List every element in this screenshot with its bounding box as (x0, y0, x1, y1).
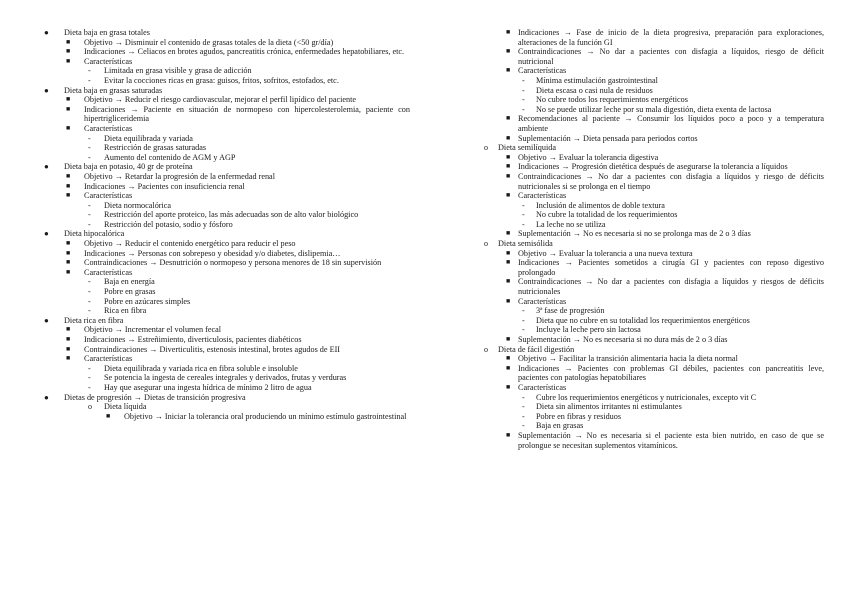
item-text: Contraindicaciones → No dar a pacientes con disfagia a líquidos y riesgo de déficits nutricionales si se prolonga en el tiempo (518, 171, 824, 191)
bullet-dot-icon: ● (44, 85, 49, 95)
dash-icon: - (88, 296, 91, 306)
item-text: Indicaciones → Paciente en situación de normopeso con hipercolesterolemia, paciente con hipertrigliceridemia (84, 104, 410, 124)
item-text: Pobre en grasas (104, 287, 156, 297)
list-item (484, 76, 824, 86)
item-text: Dieta escasa o casi nula de residuos (536, 85, 653, 95)
dash-icon: - (522, 200, 525, 210)
list-item (42, 153, 410, 163)
dash-icon: - (88, 306, 91, 316)
bullet-square-icon: ■ (506, 296, 511, 305)
dash-icon: - (88, 363, 91, 373)
item-text: Objetivo → Facilitar la transición alimentaria hacia la dieta normal (518, 354, 738, 364)
dash-icon: - (88, 75, 91, 85)
dash-icon: - (522, 104, 525, 114)
list-item (42, 229, 410, 239)
list-item (42, 28, 410, 38)
item-text: La leche no se utiliza (536, 219, 606, 229)
item-text: Rica en fibra (104, 306, 147, 316)
bullet-square-icon: ■ (506, 363, 511, 372)
section-title: Dieta rica en fibra (64, 315, 124, 325)
bullet-dot-icon: ● (44, 392, 49, 402)
dash-icon: - (522, 325, 525, 335)
list-item (42, 393, 410, 403)
list-item (484, 191, 824, 201)
bullet-square-icon: ■ (506, 382, 511, 391)
list-item (42, 47, 410, 57)
item-text: Suplementación → No es necesaria si no dura más de 2 o 3 días (518, 335, 728, 344)
item-text: Limitada en grasa visible y grasa de adicción (104, 66, 252, 76)
list-item (42, 412, 410, 422)
item-text: Restricción del potasio, sodio y fósforo (104, 219, 233, 229)
left-column (42, 28, 410, 421)
list-item (484, 210, 824, 220)
item-text: Indicaciones → Pacientes con insuficiencia renal (84, 181, 245, 191)
item-text: Aumento del contenido de AGM y AGP (104, 152, 236, 162)
dash-icon: - (522, 210, 525, 220)
list-item (484, 114, 824, 133)
list-item (42, 76, 410, 86)
bullet-square-icon: ■ (66, 267, 71, 276)
item-text: Objetivo → Incrementar el volumen fecal (84, 325, 222, 335)
bullet-circle-icon: o (484, 344, 488, 354)
bullet-square-icon: ■ (66, 56, 71, 65)
bullet-square-icon: ■ (506, 171, 511, 180)
item-text: No se puede utilizar leche por su mala digestión, dieta exenta de lactosa (536, 104, 772, 114)
item-text: Contraindicaciones → No dar a pacientes con disfagia a líquidos y riesgos de déficits nutricionales (518, 277, 824, 297)
item-text: Indicaciones → Progresión dietética después de asegurarse la tolerancia a líquidos (518, 162, 788, 172)
item-text: Indicaciones → Celiacos en brotes agudos, pancreatitis crónica, enfermedades hepatobiliares, etc. (84, 47, 405, 57)
list-item (484, 86, 824, 96)
list-item (484, 335, 824, 345)
dash-icon: - (88, 210, 91, 220)
section-title: Dietas de progresión → Dietas de transición progresiva (64, 392, 246, 402)
list-item (42, 402, 410, 412)
bullet-dot-icon: ● (44, 28, 49, 37)
list-item (42, 325, 410, 335)
section-subtitle: Dieta de fácil digestión (498, 344, 575, 354)
bullet-square-icon: ■ (66, 104, 71, 113)
list-item (484, 393, 824, 403)
item-text: Objetivo → Retardar la progresión de la enfermedad renal (84, 171, 275, 181)
item-text: Indicaciones → Pacientes con problemas GI débiles, pacientes con pancreatitis leve, pacientes con patologías hepatobiliares (518, 363, 824, 383)
list-item (42, 66, 410, 76)
item-text: Objetivo → Disminuir el contenido de grasas totales de la dieta (<50 gr/día) (84, 37, 334, 47)
bullet-dot-icon: ● (44, 162, 49, 172)
item-text: Suplementación → Dieta pensada para periodos cortos (518, 133, 698, 143)
bullet-dot-icon: ● (44, 229, 49, 239)
bullet-square-icon: ■ (506, 335, 511, 343)
bullet-square-icon: ■ (66, 191, 71, 200)
item-text: Suplementación → No es necesaria si no se prolonga mas de 2 o 3 días (518, 229, 751, 239)
item-text: Restricción del aporte proteico, las más adecuadas son de alto valor biológico (104, 210, 359, 220)
bullet-square-icon: ■ (106, 411, 111, 420)
list-item (484, 95, 824, 105)
item-text: No cubre todos los requerimientos energéticos (536, 95, 688, 105)
bullet-square-icon: ■ (66, 344, 71, 353)
dash-icon: - (88, 287, 91, 297)
dash-icon: - (88, 382, 91, 392)
list-item (484, 28, 824, 47)
list-item (42, 172, 410, 182)
item-text: 3ª fase de progresión (536, 306, 605, 316)
bullet-square-icon: ■ (506, 66, 511, 75)
list-item (484, 201, 824, 211)
item-text: Objetivo → Evaluar la tolerancia digestiva (518, 152, 659, 162)
item-text: Indicaciones → Fase de inicio de la dieta progresiva, preparación para exploraciones, alteraciones de la función GI (518, 28, 824, 47)
item-text: Características (84, 56, 133, 66)
item-text: Contraindicaciones → No dar a pacientes con disfagia a líquidos, riesgo de déficit nutricional (518, 47, 824, 66)
list-item (484, 421, 824, 431)
item-text: Objetivo → Iniciar la tolerancia oral produciendo un mínimo estímulo gastrointestinal (124, 411, 407, 421)
list-item (484, 297, 824, 307)
list-item (484, 345, 824, 355)
bullet-square-icon: ■ (506, 248, 511, 257)
bullet-square-icon: ■ (66, 239, 71, 248)
list-item (42, 95, 410, 105)
dash-icon: - (522, 402, 525, 412)
dash-icon: - (88, 66, 91, 76)
list-item (484, 258, 824, 277)
bullet-square-icon: ■ (506, 47, 511, 56)
item-text: Características (518, 191, 567, 201)
list-item (484, 239, 824, 249)
list-item (42, 335, 410, 345)
item-text: Pobre en fibras y residuos (536, 411, 622, 421)
dash-icon: - (522, 392, 525, 402)
list-item (484, 383, 824, 393)
bullet-dot-icon: ● (44, 315, 49, 325)
list-item (42, 134, 410, 144)
item-text: Dieta que no cubre en su totalidad los requerimientos energéticos (536, 315, 750, 325)
dash-icon: - (88, 277, 91, 287)
list-item (484, 143, 824, 153)
section-title: Dieta hipocalórica (64, 229, 125, 239)
bullet-square-icon: ■ (506, 191, 511, 200)
list-item (42, 345, 410, 355)
section-title: Dieta baja en grasa totales (64, 28, 150, 37)
bullet-circle-icon: o (484, 239, 488, 249)
bullet-square-icon: ■ (66, 335, 71, 343)
dash-icon: - (522, 219, 525, 229)
list-item (42, 316, 410, 326)
list-item (42, 143, 410, 153)
item-text: Suplementación → No es necesaria si el paciente esta bien nutrido, en caso de que se prolongue se necesitan suplementos vitamínicos. (518, 430, 824, 450)
list-item (484, 431, 824, 450)
bullet-square-icon: ■ (66, 171, 71, 180)
list-item (42, 249, 410, 259)
item-text: Recomendaciones al paciente → Consumir los líquidos poco a poco y a temperatura ambiente (518, 114, 824, 133)
list-item (42, 201, 410, 211)
list-item (42, 297, 410, 307)
list-item (484, 162, 824, 172)
list-item (42, 210, 410, 220)
list-item (42, 105, 410, 124)
right-column (484, 28, 824, 450)
dash-icon: - (522, 411, 525, 421)
list-item (42, 38, 410, 48)
section-title: Dieta baja en grasas saturadas (64, 85, 163, 95)
bullet-square-icon: ■ (506, 152, 511, 161)
list-item (484, 277, 824, 296)
bullet-square-icon: ■ (506, 28, 511, 36)
dash-icon: - (522, 85, 525, 95)
bullet-square-icon: ■ (506, 162, 511, 171)
list-item (42, 287, 410, 297)
item-text: Incluye la leche pero sin lactosa (536, 325, 641, 335)
list-item (42, 182, 410, 192)
bullet-square-icon: ■ (66, 354, 71, 363)
dash-icon: - (88, 143, 91, 153)
bullet-square-icon: ■ (506, 277, 511, 286)
bullet-square-icon: ■ (506, 354, 511, 363)
list-item (484, 105, 824, 115)
list-item (42, 86, 410, 96)
list-item (42, 124, 410, 134)
item-text: Contraindicaciones → Desnutrición o normopeso y persona menores de 18 sin supervisión (84, 258, 382, 268)
list-item (484, 134, 824, 144)
item-text: Cubre los requerimientos energéticos y nutricionales, excepto vit C (536, 392, 757, 402)
list-item (42, 383, 410, 393)
list-item (484, 249, 824, 259)
list-item (484, 316, 824, 326)
bullet-square-icon: ■ (66, 47, 71, 56)
bullet-square-icon: ■ (66, 95, 71, 104)
dash-icon: - (88, 152, 91, 162)
list-item (42, 162, 410, 172)
item-text: Características (84, 267, 133, 277)
dash-icon: - (88, 373, 91, 383)
item-text: Características (84, 191, 133, 201)
list-item (42, 277, 410, 287)
bullet-square-icon: ■ (506, 430, 511, 439)
list-item (484, 354, 824, 364)
item-text: Dieta sin alimentos irritantes ni estimulantes (536, 402, 682, 412)
list-item (42, 220, 410, 230)
bullet-square-icon: ■ (66, 258, 71, 267)
list-item (42, 268, 410, 278)
list-item (42, 306, 410, 316)
list-item (42, 239, 410, 249)
bullet-square-icon: ■ (66, 123, 71, 132)
list-item (42, 258, 410, 268)
item-text: Restricción de grasas saturadas (104, 143, 207, 153)
list-item (42, 364, 410, 374)
item-text: Mínima estimulación gastrointestinal (536, 75, 658, 85)
list-item (484, 325, 824, 335)
list-item (484, 364, 824, 383)
list-item (484, 47, 824, 66)
dash-icon: - (88, 200, 91, 210)
item-text: Dieta equilibrada y variada rica en fibra soluble e insoluble (104, 363, 298, 373)
item-text: Evitar la cocciones ricas en grasa: guisos, fritos, sofritos, estofados, etc. (104, 75, 339, 85)
bullet-square-icon: ■ (506, 114, 511, 123)
section-subtitle: Dieta semilíquida (498, 143, 556, 153)
item-text: Características (518, 382, 567, 392)
item-text: Indicaciones → Pacientes sometidos a cirugía GI y pacientes con reposo digestivo prolongado (518, 258, 824, 277)
item-text: Objetivo → Reducir el contenido energético para reducir el peso (84, 239, 296, 249)
bullet-square-icon: ■ (66, 181, 71, 190)
item-text: Objetivo → Evaluar la tolerancia a una nueva textura (518, 248, 693, 258)
item-text: Baja en grasas (536, 421, 584, 431)
item-text: Dieta equilibrada y variada (104, 133, 193, 143)
list-item (42, 57, 410, 67)
section-subtitle: Dieta semisólida (498, 239, 553, 249)
dash-icon: - (88, 219, 91, 229)
item-text: Pobre en azúcares simples (104, 296, 191, 306)
list-item (484, 172, 824, 191)
list-item (42, 373, 410, 383)
section-title: Dieta baja en potasio, 40 gr de proteína (64, 162, 193, 172)
item-text: Objetivo → Reducir el riesgo cardiovascular, mejorar el perfil lipídico del paciente (84, 95, 357, 105)
bullet-square-icon: ■ (506, 258, 511, 267)
list-item (42, 191, 410, 201)
list-item (484, 412, 824, 422)
list-item (484, 66, 824, 76)
item-text: Indicaciones → Personas con sobrepeso y obesidad y/o diabetes, dislipemia… (84, 248, 341, 258)
list-item (484, 229, 824, 239)
item-text: Dieta normocalórica (104, 200, 172, 210)
list-item (484, 153, 824, 163)
bullet-circle-icon: o (88, 402, 92, 412)
dash-icon: - (522, 315, 525, 325)
item-text: Características (518, 66, 567, 76)
item-text: Características (84, 123, 133, 133)
list-item (42, 354, 410, 364)
bullet-circle-icon: o (484, 143, 488, 153)
item-text: Características (518, 296, 567, 306)
item-text: Se potencia la ingesta de cereales integrales y derivados, frutas y verduras (104, 373, 347, 383)
dash-icon: - (88, 133, 91, 143)
bullet-square-icon: ■ (506, 133, 511, 142)
item-text: Hay que asegurar una ingesta hídrica de mínimo 2 litro de agua (104, 382, 312, 392)
dash-icon: - (522, 306, 525, 316)
item-text: Baja en energía (104, 277, 155, 287)
bullet-square-icon: ■ (66, 325, 71, 334)
item-text: Características (84, 354, 133, 364)
bullet-square-icon: ■ (66, 248, 71, 257)
section-subtitle: Dieta líquida (104, 402, 147, 412)
list-item (484, 306, 824, 316)
dash-icon: - (522, 75, 525, 85)
item-text: Inclusión de alimentos de doble textura (536, 200, 665, 210)
bullet-square-icon: ■ (506, 229, 511, 238)
dash-icon: - (522, 421, 525, 431)
item-text: Contraindicaciones → Diverticulitis, estenosis intestinal, brotes agudos de EII (84, 344, 341, 354)
list-item (484, 402, 824, 412)
list-item (484, 220, 824, 230)
item-text: Indicaciones → Estreñimiento, diverticulosis, pacientes diabéticos (84, 335, 302, 344)
bullet-square-icon: ■ (66, 37, 71, 46)
dash-icon: - (522, 95, 525, 105)
item-text: No cubre la totalidad de los requerimientos (536, 210, 678, 220)
